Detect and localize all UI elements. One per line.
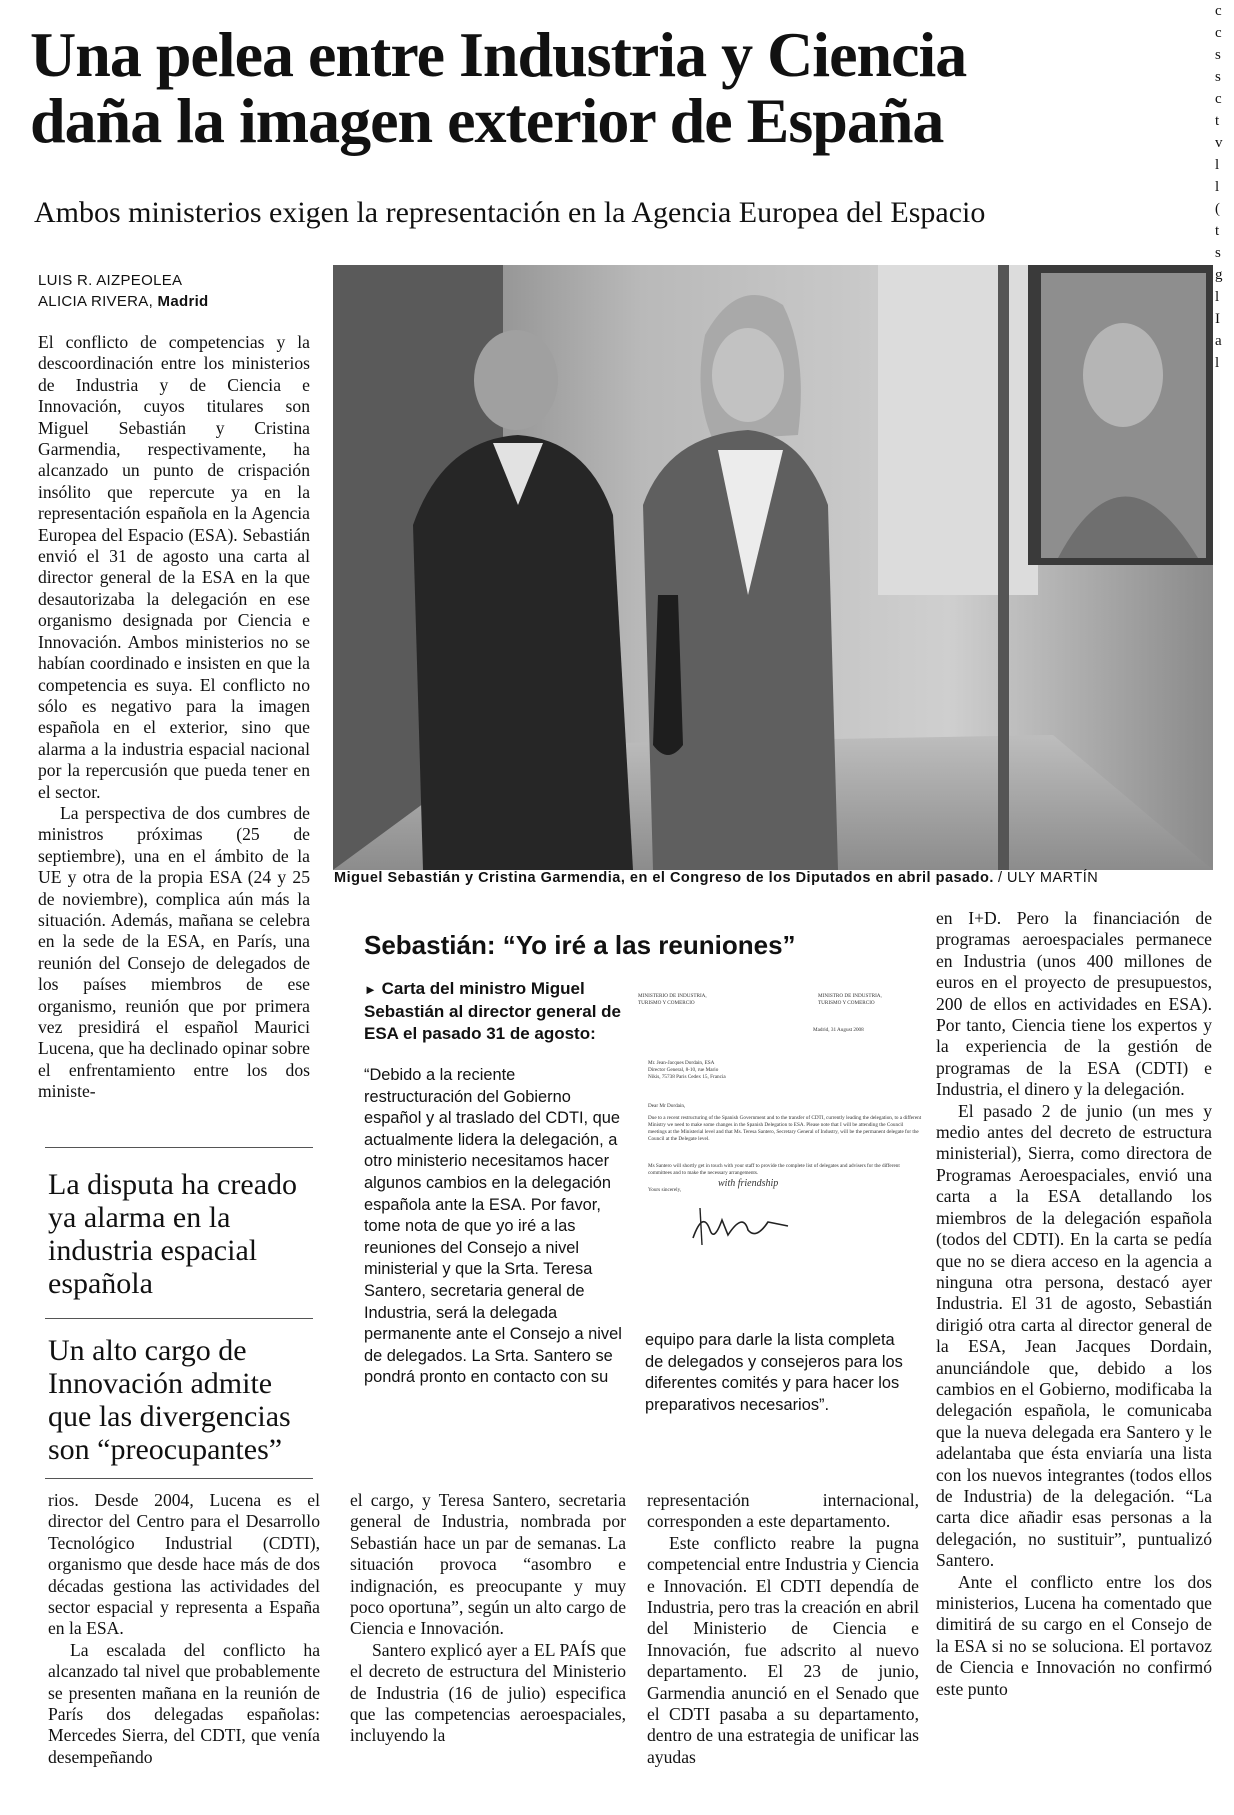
photo-illustration bbox=[333, 265, 1213, 870]
edge-letter: c bbox=[1215, 25, 1222, 41]
letter-address: Mr. Jean-Jacques Dordain, ESA Director General, 8-10, rue Mario Nikis, 75738 Paris Cedex 15, Francia bbox=[648, 1060, 726, 1080]
edge-letter: s bbox=[1215, 69, 1221, 85]
byline-author-2: ALICIA RIVERA, bbox=[38, 293, 154, 310]
sidebar-quote-part-1: “Debido a la reciente restructuración del Gobierno español y al traslado del CDTI, que actualmente lidera la delegación, a otro ministerio necesitamos hacer algunos cambios en la delegación española ante la ESA. Por favor, tome nota de que yo iré a las reuniones del Consejo a nivel ministerial y que la Srta. Teresa Santero, secretaria general de Industria, será la delegada permanente ante el Consejo a nivel de delegados. La Srta. Santero se pondrá pronto en contacto con su bbox=[364, 1066, 622, 1387]
edge-letter: l bbox=[1215, 289, 1220, 305]
letter-salutation: Dear Mr Dordain, bbox=[648, 1103, 686, 1109]
edge-column-fragment bbox=[1215, 0, 1234, 374]
pullquote: La disputa ha creado ya alarma en la industria espacial española bbox=[48, 1168, 298, 1300]
letter-date: Madrid, 31 August 2008 bbox=[813, 1027, 864, 1033]
photo-caption-line bbox=[334, 870, 1098, 886]
column-5-paragraph: El pasado 2 de junio (un mes y medio antes del decreto de estructura ministerial), Sierra, como directora de Programas Aeroespaciales, envió una carta a la ESA detallando los miembros de la delegación española (todos del CDTI). En la carta se pedía que no se diera acceso en la agencia a ninguna otra persona, destacó ayer Industria. El 31 de agosto, Sebastián dirigió otra carta al director general de la ESA, Jean Jacques Dordain, anunciándole que, debido a los cambios en el Gobierno, modificaba la delegación española, le comunicaba que la nueva delegada era Santero y le adelantaba que ésta enviaría una lista con los nuevos integrantes (todos ellos de Industria) de la delegación. “La carta dice añadir esas personas a la delegación, no sustituir”, puntualizó Santero. bbox=[936, 1100, 1212, 1571]
column-5-paragraph: Ante el conflicto entre los dos ministerios, Lucena ha comentado que dimitirá de su cargo en el Consejo de la ESA si no se soluciona. El portavoz de Ciencia e Innovación no confirmó este punto bbox=[936, 1571, 1212, 1699]
edge-letter: c bbox=[1215, 91, 1222, 107]
letter-handwritten-note: with friendship bbox=[718, 1178, 779, 1189]
column-5-paragraph: en I+D. Pero la financiación de programas aeroespaciales permanece en Industria (unos 400 millones de euros en el proyecto de presupuestos, 200 de ellos en actividades en ESA). Por tanto, Ciencia tiene los expertos y la experiencia de la gestión de programas de la ESA (CDTI) e Industria, el dinero y la delegación. bbox=[936, 908, 1212, 1100]
column-1 bbox=[38, 332, 310, 1103]
edge-letter: s bbox=[1215, 245, 1221, 261]
signature bbox=[688, 1200, 798, 1250]
letter-header-right: MINISTRO DE INDUSTRIA, TURISMO Y COMERCIO bbox=[818, 993, 882, 1006]
headline-line-2: daña la imagen exterior de España bbox=[30, 85, 944, 156]
photo-credit: / ULY MARTÍN bbox=[997, 870, 1099, 886]
headline bbox=[30, 19, 1200, 156]
edge-letter: t bbox=[1215, 223, 1220, 239]
column-4-paragraph: Este conflicto reabre la pugna competencial entre Industria y Ciencia e Innovación. El CDTI dependía de Industria, pero tras la creación en abril del Ministerio de Ciencia e Innovación, fue adscrito al nuevo departamento. El 23 de junio, Garmendia anunció en el Senado que el CDTI pasaba a su departamento, dentro de una estrategia de unificar las ayudas bbox=[647, 1532, 919, 1767]
letter-facsimile bbox=[638, 975, 928, 1315]
edge-letter: t bbox=[1215, 113, 1220, 129]
pullquote: Un alto cargo de Innovación admite que las divergencias son “preocupantes” bbox=[48, 1334, 291, 1466]
column-3-paragraph: el cargo, y Teresa Santero, secretaria general de Industria, nombrada por Sebastián hace un par de semanas. La situación provoca “asombro e indignación, es preocupante y muy poco oportuna”, según un alto cargo de Ciencia e Innovación. bbox=[350, 1490, 626, 1639]
column-4-paragraph: representación internacional, corresponden a este departamento. bbox=[647, 1490, 919, 1532]
bullet-arrow-icon: ► bbox=[364, 982, 377, 997]
divider bbox=[45, 1318, 313, 1319]
edge-letter: I bbox=[1215, 311, 1220, 327]
letter-body-2: Ms Santero will shortly get in touch with your staff to provide the complete list of delegates and advisers for the different committees and to make the necessary arrangements. bbox=[648, 1163, 900, 1176]
sidebar-lead bbox=[364, 978, 624, 1045]
edge-letter: s bbox=[1215, 47, 1221, 63]
headline-line-1: Una pelea entre Industria y Ciencia bbox=[30, 19, 967, 90]
edge-letter: l bbox=[1215, 179, 1220, 195]
letter-closing: Yours sincerely, bbox=[648, 1187, 682, 1193]
edge-letter: l bbox=[1215, 157, 1220, 173]
divider bbox=[45, 1147, 313, 1148]
byline-author-1: LUIS R. AIZPEOLEA bbox=[38, 272, 183, 289]
letter-header-left: MINISTERIO DE INDUSTRIA, TURISMO Y COMERCIO bbox=[638, 993, 707, 1006]
column-3-paragraph: Santero explicó ayer a EL PAÍS que el decreto de estructura del Ministerio de Industria (16 de julio) especifica que las competencias aeroespaciales, incluyendo la bbox=[350, 1639, 626, 1746]
subheadline: Ambos ministerios exigen la representación en la Agencia Europea del Espacio bbox=[34, 196, 986, 229]
column-1-paragraph: El conflicto de competencias y la descoordinación entre los ministerios de Industria y de Ciencia e Innovación, cuyos titulares son Miguel Sebastián y Cristina Garmendia, respectivamente, ha alcanzado un punto de crispación insólito que repercute ya en la representación española en la Agencia Europea del Espacio (ESA). Sebastián envió el 31 de agosto una carta al director general de la ESA en la que desautorizaba la delegación en ese organismo designada por Ciencia e Innovación. Ambos ministerios no se habían coordinado e insisten en que la competencia es suya. El conflicto no sólo es negativo para la imagen española en el exterior, sino que alarma a la industria espacial nacional por la repercusión que pueda tener en el sector. bbox=[38, 332, 310, 802]
edge-letter: ( bbox=[1215, 201, 1220, 217]
news-photo bbox=[333, 265, 1213, 870]
edge-letter: c bbox=[1215, 3, 1222, 19]
byline-author-2-line bbox=[38, 291, 209, 312]
divider bbox=[45, 1478, 313, 1479]
sidebar-title: Sebastián: “Yo iré a las reuniones” bbox=[364, 930, 796, 960]
column-4 bbox=[647, 1490, 919, 1768]
sidebar-quote-part-2: equipo para darle la lista completa de delegados y consejeros para los diferentes comités y para hacer los preparativos necesarios”. bbox=[645, 1331, 903, 1414]
column-2-paragraph: La escalada del conflicto ha alcanzado tal nivel que probablemente se presenten mañana en la reunión de París dos delegadas españolas: Mercedes Sierra, del CDTI, que venía desempeñando bbox=[48, 1639, 320, 1767]
edge-letter: v bbox=[1215, 135, 1223, 151]
edge-letter: l bbox=[1215, 355, 1220, 371]
byline bbox=[38, 270, 209, 312]
edge-letter: a bbox=[1215, 333, 1222, 349]
letter-body-1: Due to a recent restructuring of the Spanish Government and to the transfer of CDTI, currently leading the delegation, to a different Ministry we need to make some changes in the Spanish Delegation to ESA. Please note that I will be attending the Council meetings at the Ministerial level and that Ms. Teresa Santero, Secretary General of Industry, will be the permanent delegate for the Council at the Delegate level. bbox=[648, 1115, 922, 1142]
column-5 bbox=[936, 908, 1212, 1700]
sidebar-lead-text: Carta del ministro Miguel Sebastián al director general de ESA el pasado 31 de agosto: bbox=[364, 979, 621, 1043]
photo-caption: Miguel Sebastián y Cristina Garmendia, en el Congreso de los Diputados en abril pasado. bbox=[334, 870, 994, 886]
byline-place: Madrid bbox=[157, 293, 209, 310]
edge-letter: g bbox=[1215, 267, 1223, 283]
column-1-paragraph: La perspectiva de dos cumbres de ministros próximas (25 de septiembre), una en el ámbito de la UE y otra de la propia ESA (24 y 25 de noviembre), complica aún más la situación. Además, mañana se celebra en la sede de la ESA, en París, una reunión del Consejo de delegados de los países miembros de ese organismo, reunión que por primera vez presidirá el español Maurici Lucena, que ha declinado opinar sobre el enfrentamiento entre los dos ministe- bbox=[38, 802, 310, 1102]
column-3 bbox=[350, 1490, 626, 1747]
column-2 bbox=[48, 1490, 320, 1768]
column-2-paragraph: rios. Desde 2004, Lucena es el director del Centro para el Desarrollo Tecnológico Industrial (CDTI), organismo que desde hace más de dos décadas gestiona las actividades del sector espacial y representa a España en la ESA. bbox=[48, 1490, 320, 1639]
